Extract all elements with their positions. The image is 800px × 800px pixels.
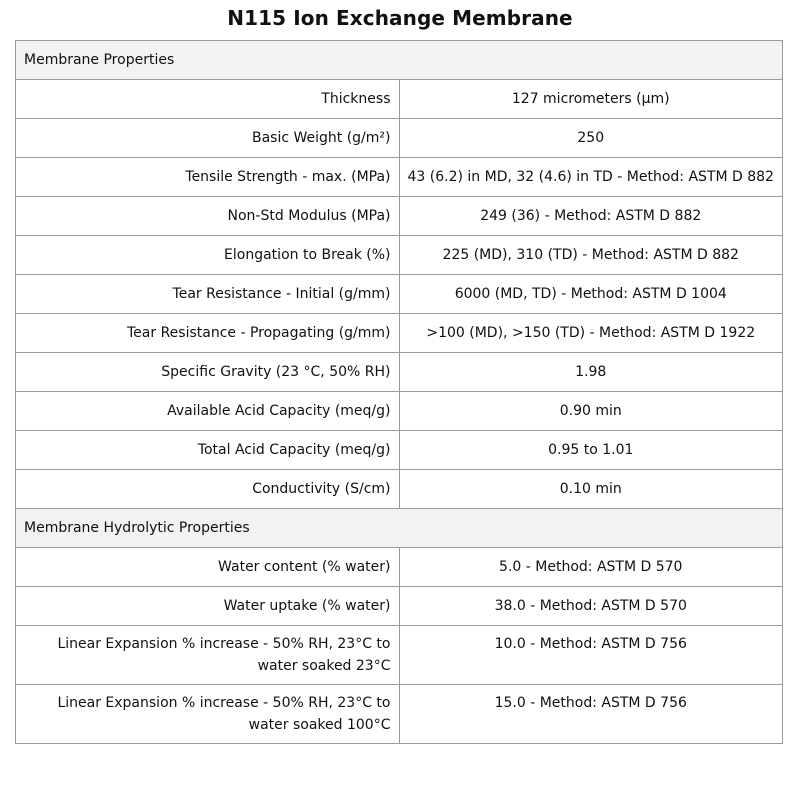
page-title: N115 Ion Exchange Membrane bbox=[227, 6, 573, 30]
property-label: Non-Std Modulus (MPa) bbox=[16, 197, 400, 236]
table-row bbox=[16, 470, 783, 509]
property-value: 1.98 bbox=[399, 353, 783, 392]
property-value: 15.0 - Method: ASTM D 756 bbox=[399, 685, 783, 744]
property-value: 0.10 min bbox=[399, 470, 783, 509]
property-label: Linear Expansion % increase - 50% RH, 23°C to water soaked 23°C bbox=[16, 626, 400, 685]
property-label: Specific Gravity (23 °C, 50% RH) bbox=[16, 353, 400, 392]
section-header-row bbox=[16, 509, 783, 548]
section-heading: Membrane Hydrolytic Properties bbox=[16, 509, 783, 548]
property-value: 43 (6.2) in MD, 32 (4.6) in TD - Method: ASTM D 882 bbox=[399, 158, 783, 197]
property-value: 10.0 - Method: ASTM D 756 bbox=[399, 626, 783, 685]
section-heading: Membrane Properties bbox=[16, 41, 783, 80]
property-label: Total Acid Capacity (meq/g) bbox=[16, 431, 400, 470]
table-row bbox=[16, 626, 783, 685]
table-row bbox=[16, 685, 783, 744]
property-label: Water uptake (% water) bbox=[16, 587, 400, 626]
property-value: >100 (MD), >150 (TD) - Method: ASTM D 1922 bbox=[399, 314, 783, 353]
property-value: 225 (MD), 310 (TD) - Method: ASTM D 882 bbox=[399, 236, 783, 275]
table-row bbox=[16, 236, 783, 275]
table-row bbox=[16, 275, 783, 314]
table-row bbox=[16, 587, 783, 626]
property-value: 38.0 - Method: ASTM D 570 bbox=[399, 587, 783, 626]
table-row bbox=[16, 392, 783, 431]
table-row bbox=[16, 548, 783, 587]
table-row bbox=[16, 80, 783, 119]
table-row bbox=[16, 197, 783, 236]
property-value: 0.95 to 1.01 bbox=[399, 431, 783, 470]
property-value: 5.0 - Method: ASTM D 570 bbox=[399, 548, 783, 587]
property-label: Elongation to Break (%) bbox=[16, 236, 400, 275]
property-label: Conductivity (S/cm) bbox=[16, 470, 400, 509]
property-label: Basic Weight (g/m²) bbox=[16, 119, 400, 158]
section-header-row bbox=[16, 41, 783, 80]
property-value: 249 (36) - Method: ASTM D 882 bbox=[399, 197, 783, 236]
property-label: Available Acid Capacity (meq/g) bbox=[16, 392, 400, 431]
spec-table bbox=[15, 40, 783, 744]
table-row bbox=[16, 119, 783, 158]
property-label: Tensile Strength - max. (MPa) bbox=[16, 158, 400, 197]
property-value: 0.90 min bbox=[399, 392, 783, 431]
property-label: Tear Resistance - Propagating (g/mm) bbox=[16, 314, 400, 353]
property-label: Thickness bbox=[16, 80, 400, 119]
property-label: Linear Expansion % increase - 50% RH, 23°C to water soaked 100°C bbox=[16, 685, 400, 744]
property-label: Tear Resistance - Initial (g/mm) bbox=[16, 275, 400, 314]
property-value: 127 micrometers (µm) bbox=[399, 80, 783, 119]
table-row bbox=[16, 314, 783, 353]
property-value: 250 bbox=[399, 119, 783, 158]
table-row bbox=[16, 353, 783, 392]
table-row bbox=[16, 158, 783, 197]
table-row bbox=[16, 431, 783, 470]
property-label: Water content (% water) bbox=[16, 548, 400, 587]
property-value: 6000 (MD, TD) - Method: ASTM D 1004 bbox=[399, 275, 783, 314]
